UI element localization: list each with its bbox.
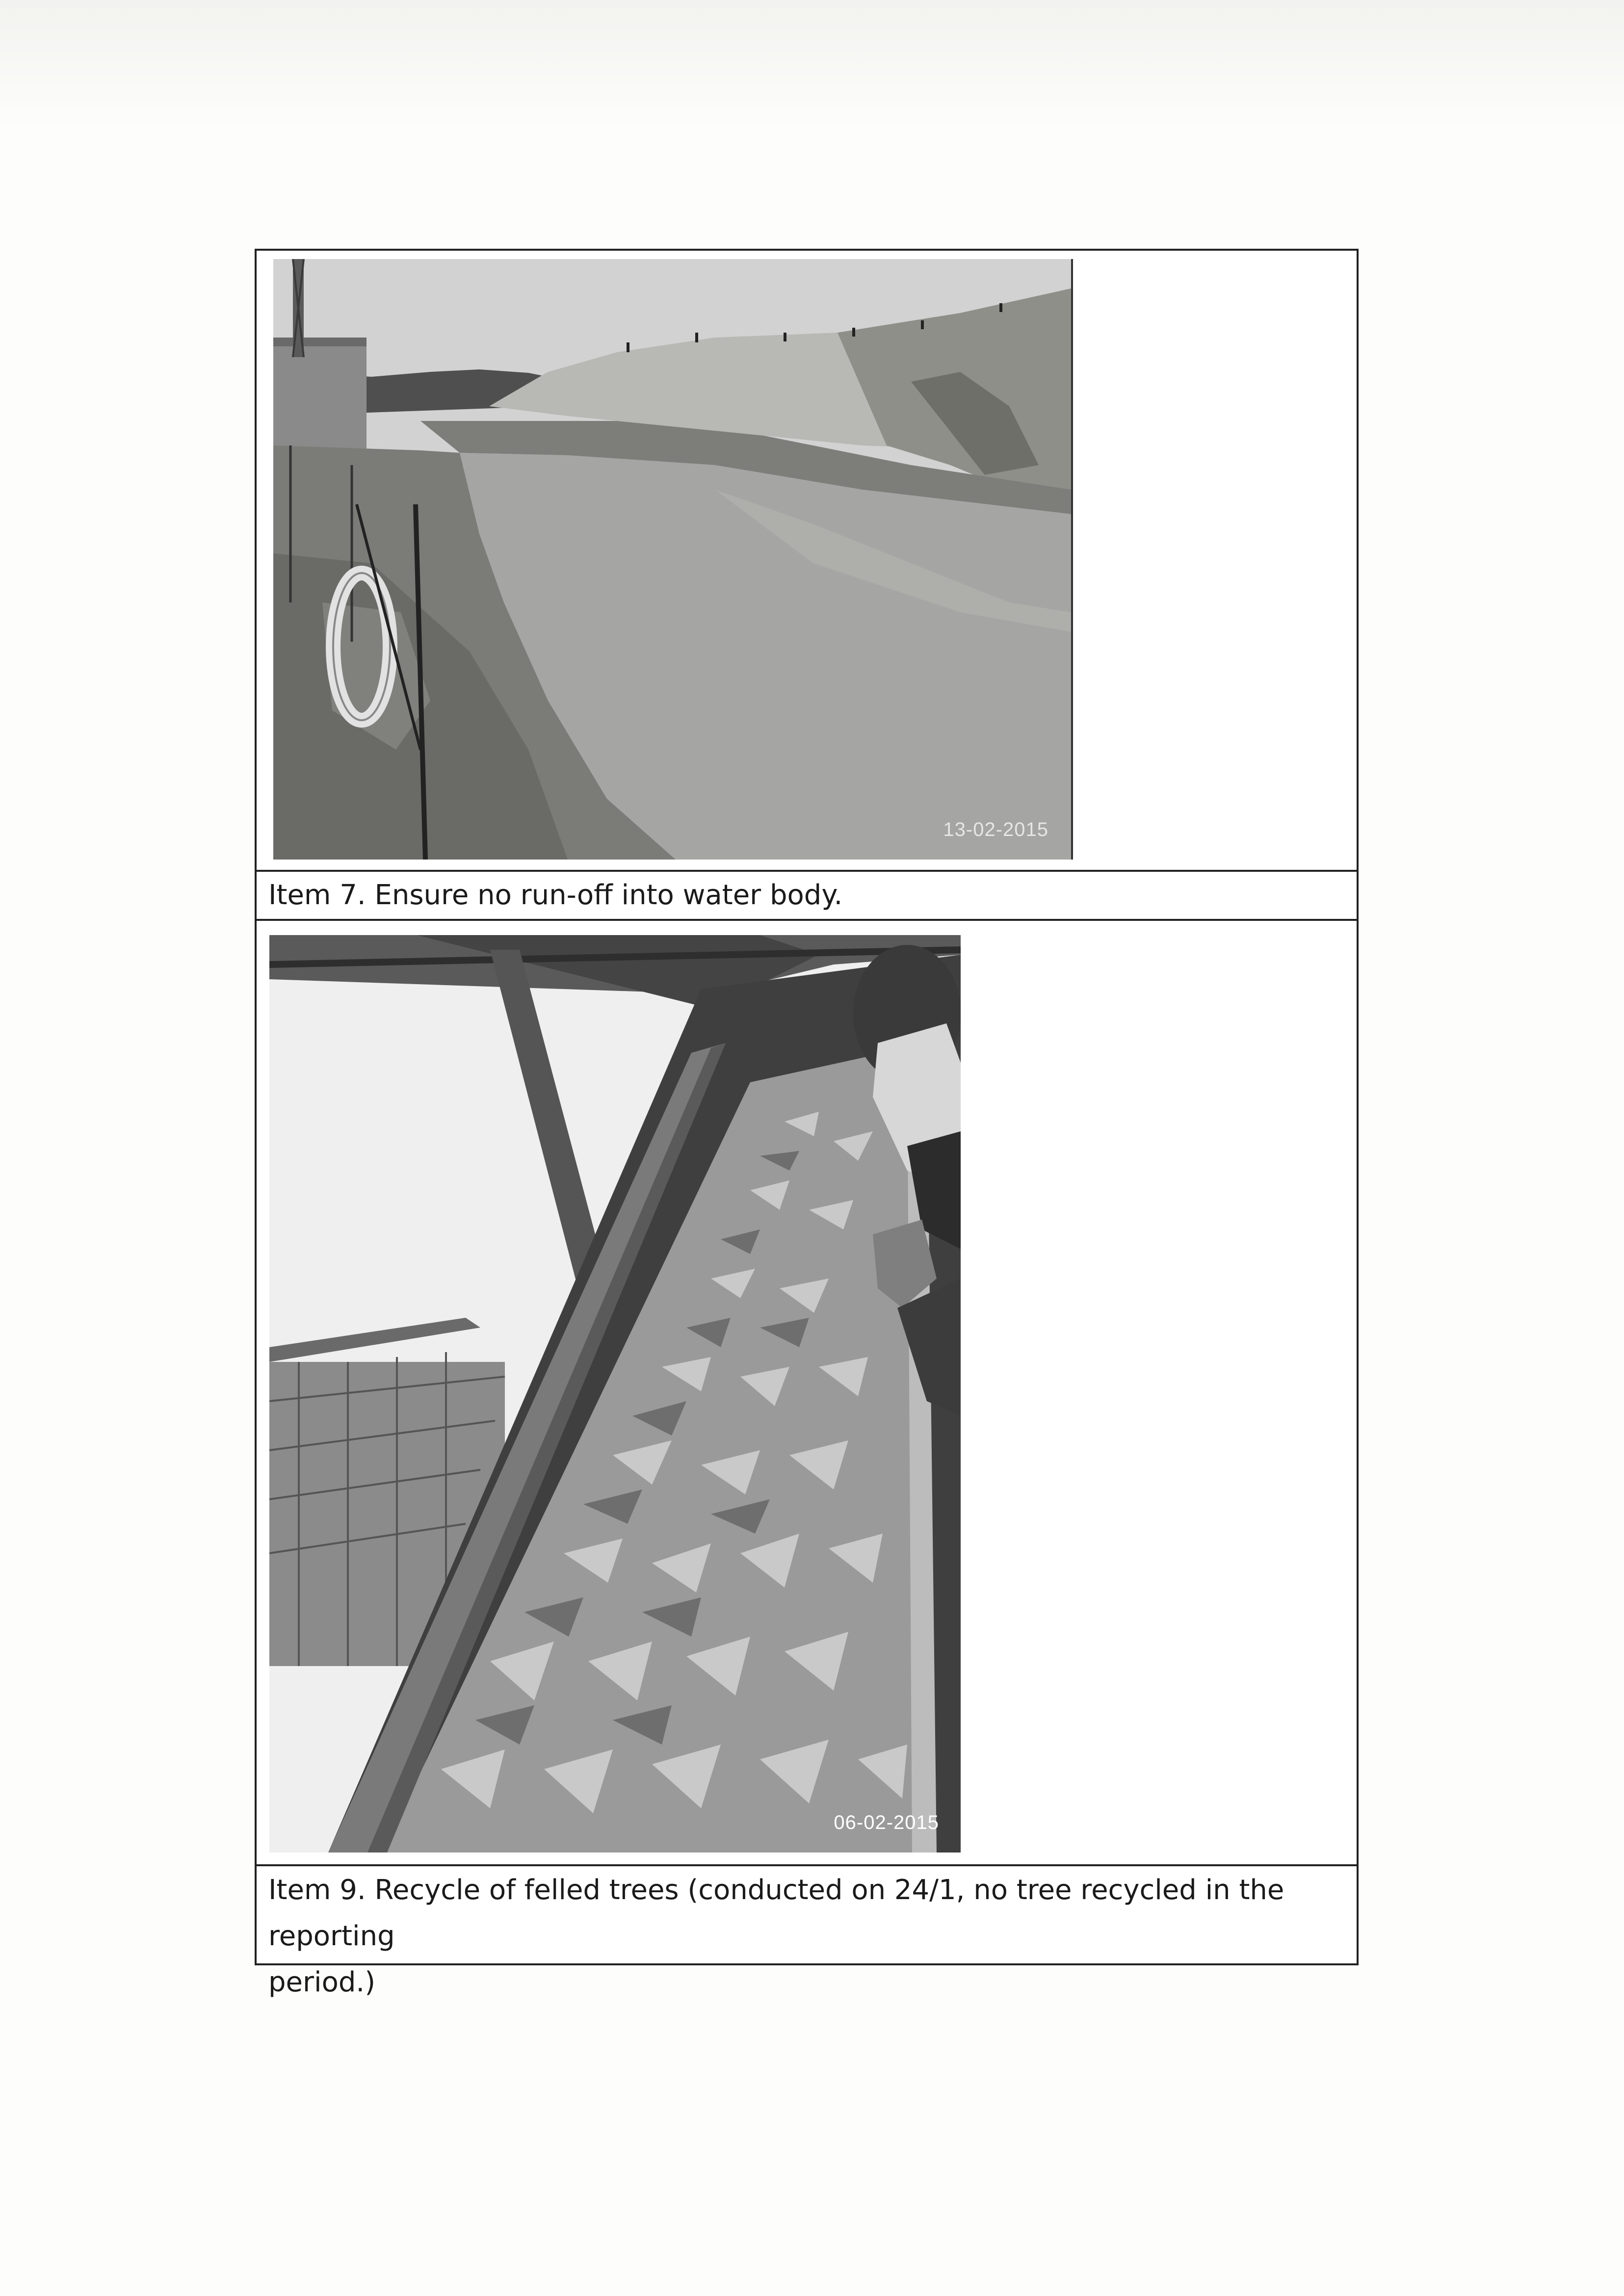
photo-record-table xyxy=(255,249,1359,1998)
caption-item-9-line-2: period.) xyxy=(268,1966,376,1998)
photo-cell-item-7 xyxy=(257,251,1357,872)
photo-date-stamp: 06-02-2015 xyxy=(834,1812,939,1833)
photo-cell-item-9 xyxy=(257,921,1357,1866)
tree-recycling-conveyor-photo xyxy=(269,935,961,1852)
page-scan-edge xyxy=(0,0,1624,128)
photo-date-stamp: 13-02-2015 xyxy=(943,819,1048,840)
caption-item-9 xyxy=(257,1866,1357,1998)
canal-site-photo xyxy=(273,259,1073,860)
caption-item-9-line-1: Item 9. Recycle of felled trees (conducted on 24/1, no tree recycled in the reporting xyxy=(268,1874,1284,1952)
caption-item-7: Item 7. Ensure no run-off into water body. xyxy=(257,872,1357,921)
